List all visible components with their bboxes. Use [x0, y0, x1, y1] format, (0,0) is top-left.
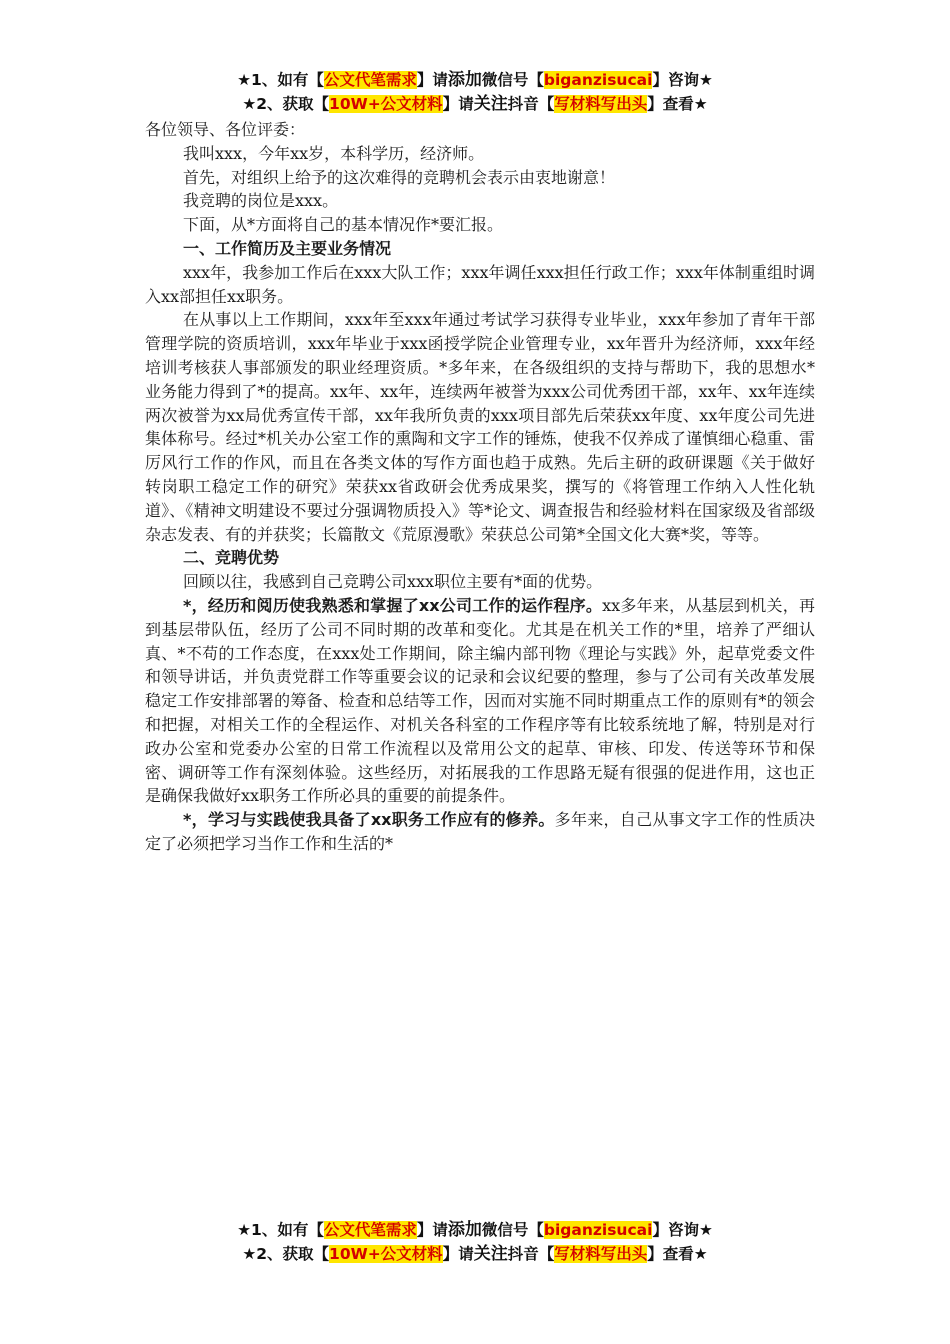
banner-line-1: ★1、如有【公文代笔需求】请添加微信号【biganzisucai】咨询★ [237, 70, 713, 90]
paragraph-outline: 下面，从*方面将自己的基本情况作*要汇报。 [183, 215, 504, 235]
document-body [145, 118, 815, 856]
paragraph-work-history: xxx年，我参加工作后在xxx大队工作；xxx年调任xxx担任行政工作；xxx年体制重组时调入xx部担任xx职务。 [145, 262, 815, 306]
paragraph-advantage-2: *，学习与实践使我具备了xx职务工作应有的修养。多年来，自己从事文字工作的性质决定了必须把学习当作工作和生活的* [145, 810, 815, 853]
header-banner [0, 68, 950, 116]
paragraph-intro: 我叫xxx，今年xx岁，本科学历，经济师。 [183, 143, 485, 163]
highlight-materials: 10W+公文材料 [329, 95, 443, 113]
paragraph-review: 回顾以往，我感到自己竞聘公司xxx职位主要有*面的优势。 [183, 572, 603, 592]
paragraph-thanks: 首先，对组织上给予的这次难得的竞聘机会表示由衷地谢意！ [183, 167, 616, 187]
highlight-service: 公文代笔需求 [323, 1221, 417, 1239]
footer-banner [0, 1218, 950, 1266]
highlight-wechat-id: biganzisucai [543, 71, 653, 89]
advantage-2-lead: *，学习与实践使我具备了xx职务工作应有的修养。 [183, 810, 555, 830]
highlight-materials: 10W+公文材料 [329, 1245, 443, 1263]
banner-line-1: ★1、如有【公文代笔需求】请添加微信号【biganzisucai】咨询★ [237, 1220, 713, 1240]
highlight-service: 公文代笔需求 [323, 71, 417, 89]
highlight-douyin: 写材料写出头 [554, 1245, 648, 1263]
paragraph-achievements: 在从事以上工作期间，xxx年至xxx年通过考试学习获得专业毕业，xxx年参加了青年干部管理学院的资质培训，xxx年毕业于xxx函授学院企业管理专业，xx年晋升为经济师，xxx年经培训考核获人事部颁发的职业经理资质。*多年来，在各级组织的支持与帮助下，我的思想水*业务能力得到了*的提高。xx年、xx年，连续两年被誉为xxx公司优秀团干部，xx年、xx年连续两次被誉为xx局优秀宣传干部，xx年我所负责的xxx项目部先后荣获xx年度、xx年度公司先进集体称号。经过*机关办公室工作的熏陶和文字工作的锤炼，使我不仅养成了谨慎细心稳重、雷厉风行工作的作风，而且在各类文体的写作方面也趋于成熟。先后主研的政研课题《关于做好转岗职工稳定工作的研究》荣获xx省政研会优秀成果奖，撰写的《将管理工作纳入人性化轨道》、《精神文明建设不要过分强调物质投入》等*论文、调查报告和经验材料在国家级及省部级杂志发表、有的并获奖；长篇散文《荒原漫歌》荣获总公司第*全国文化大赛*奖，等等。 [145, 310, 815, 544]
section-heading-2: 二、竞聘优势 [183, 548, 280, 568]
section-heading-1: 一、工作简历及主要业务情况 [183, 238, 392, 258]
highlight-douyin: 写材料写出头 [554, 95, 648, 113]
paragraph-position: 我竞聘的岗位是xxx。 [183, 191, 339, 211]
salutation: 各位领导、各位评委： [145, 120, 306, 139]
paragraph-advantage-1: *，经历和阅历使我熟悉和掌握了xx公司工作的运作程序。xx多年来，从基层到机关，再到基层带队伍，经历了公司不同时期的改革和变化。尤其是在机关工作的*里，培养了严细认真、*不苟的工作态度，在xxx处工作期间，除主编内部刊物《理论与实践》外，起草党委文件和领导讲话，并负责党群工作等重要会议的记录和会议纪要的整理，参与了公司有关改革发展稳定工作安排部署的筹备、检查和总结等工作，因而对实施不同时期重点工作的原则有*的领会和把握，对相关工作的全程运作、对机关各科室的工作程序等有比较系统地了解，特别是对行政办公室和党委办公室的日常工作流程以及常用公文的起草、审核、印发、传送等环节和保密、调研等工作有深刻体验。这些经历，对拓展我的工作思路无疑有很强的促进作用，这也正是确保我做好xx职务工作所必具的重要的前提条件。 [145, 595, 815, 806]
banner-line-2: ★2、获取【10W+公文材料】请关注抖音【写材料写出头】查看★ [242, 94, 708, 114]
highlight-wechat-id: biganzisucai [543, 1221, 653, 1239]
advantage-1-lead: *，经历和阅历使我熟悉和掌握了xx公司工作的运作程序。 [183, 595, 603, 615]
banner-line-2: ★2、获取【10W+公文材料】请关注抖音【写材料写出头】查看★ [242, 1244, 708, 1264]
